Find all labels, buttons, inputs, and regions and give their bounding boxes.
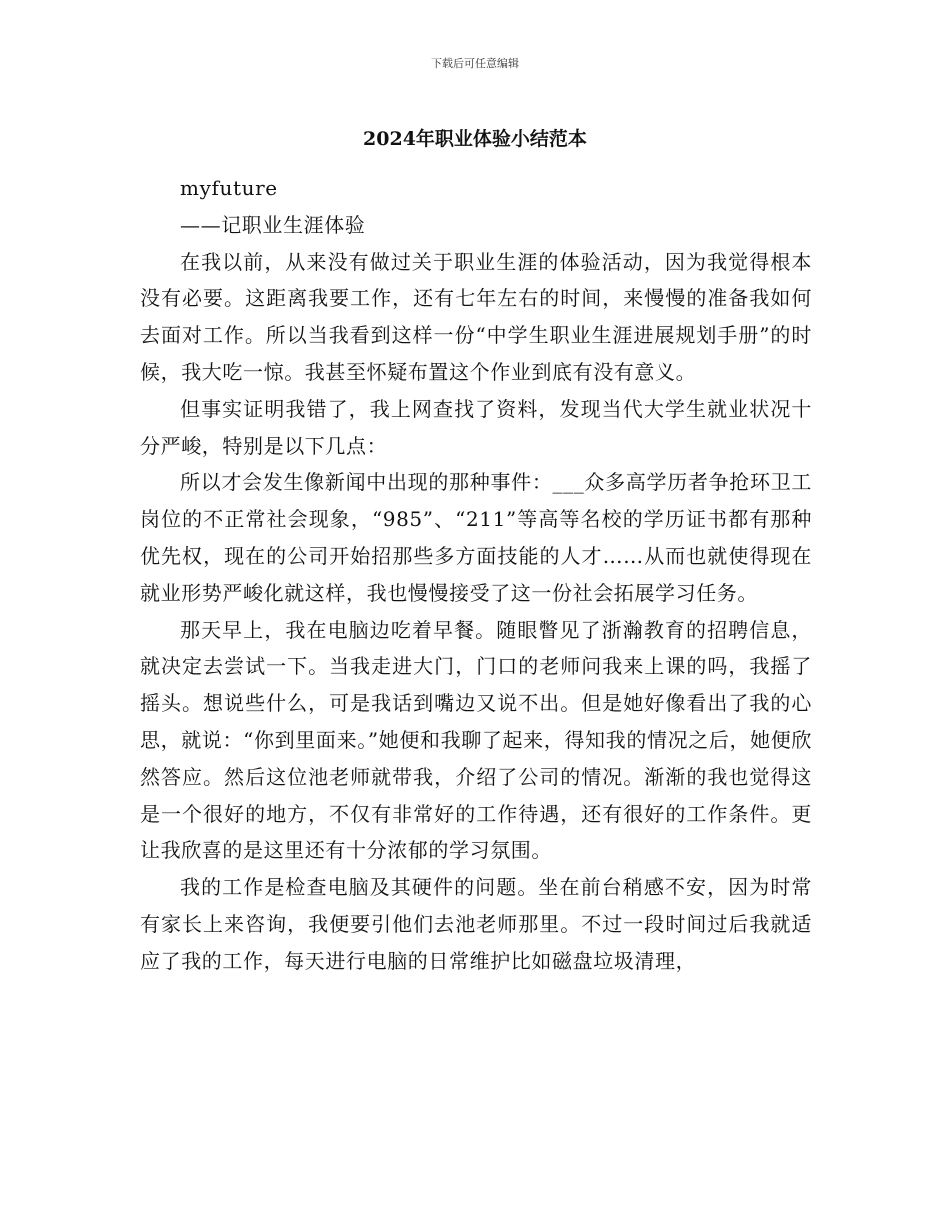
- paragraph-4: 那天早上，我在电脑边吃着早餐。随眼瞥见了浙瀚教育的招聘信息，就决定去尝试一下。当我走进大门，门口的老师问我来上课的吗，我摇了摇头。想说些什么，可是我话到嘴边又说不出。但是她好像看出了我的心思，就说：“你到里面来。”她便和我聊了起来，得知我的情况之后，她便欣然答应。然后这位池老师就带我，介绍了公司的情况。渐渐的我也觉得这是一个很好的地方，不仅有非常好的工作待遇，还有很好的工作条件。更让我欣喜的是这里还有十分浓郁的学习氛围。: [140, 617, 812, 863]
- subtitle-english: myfuture: [180, 176, 278, 200]
- document-body: [140, 170, 812, 980]
- subtitle-chinese: ——记职业生涯体验: [180, 212, 366, 237]
- paragraph-3: 所以才会发生像新闻中出现的那种事件：___众多高学历者争抢环卫工岗位的不正常社会现象，“985”、“211”等高等名校的学历证书都有那种优先权，现在的公司开始招那些多方面技能的人才……从而也就使得现在就业形势严峻化就这样，我也慢慢接受了这一份社会拓展学习任务。: [140, 470, 812, 605]
- header-note: 下载后可任意编辑: [431, 57, 519, 70]
- document-title: 2024年职业体验小结范本: [363, 128, 587, 150]
- paragraph-5: 我的工作是检查电脑及其硬件的问题。坐在前台稍感不安，因为时常有家长上来咨询，我便要引他们去池老师那里。不过一段时间过后我就适应了我的工作，每天进行电脑的日常维护比如磁盘垃圾清理，: [140, 875, 812, 973]
- paragraph-1: 在我以前，从来没有做过关于职业生涯的体验活动，因为我觉得根本没有必要。这距离我要工作，还有七年左右的时间，来慢慢的准备我如何去面对工作。所以当我看到这样一份“中学生职业生涯进展规划手册”的时候，我大吃一惊。我甚至怀疑布置这个作业到底有没有意义。: [140, 249, 812, 384]
- paragraph-2: 但事实证明我错了，我上网查找了资料，发现当代大学生就业状况十分严峻，特别是以下几点：: [140, 396, 812, 458]
